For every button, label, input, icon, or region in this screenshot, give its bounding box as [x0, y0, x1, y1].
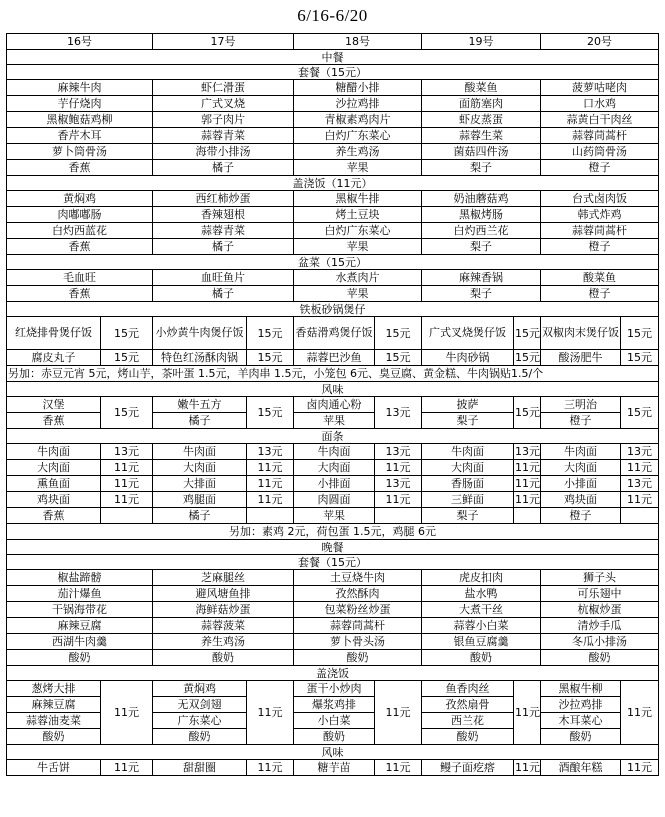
menu-item: 白灼广东菜心: [294, 128, 422, 144]
section-header-row: [7, 429, 659, 444]
menu-item: 麻辣豆腐: [7, 697, 101, 713]
menu-item: 大肉面: [541, 460, 621, 476]
extra-note: 另加：赤豆元宵 5元，烤山芋，茶叶蛋 1.5元，羊肉串 1.5元，小笼包 6元、臭豆腐、黄金糕、牛肉锅贴1.5/个: [7, 366, 659, 382]
menu-item: 沙拉鸡排: [294, 96, 422, 112]
table-row: [7, 128, 659, 144]
menu-item: 黑椒牛排: [294, 191, 422, 207]
menu-item: 肉圆面: [294, 492, 375, 508]
menu-item: 鱼香肉丝: [422, 681, 514, 697]
price: 11元: [515, 761, 540, 774]
price: 11元: [247, 760, 294, 776]
menu-item: 卤肉通心粉: [294, 397, 375, 413]
menu-item: 广式叉烧煲仔饭: [422, 317, 514, 350]
menu-item: 牛肉面: [7, 444, 101, 460]
menu-item: 酸奶: [541, 650, 659, 666]
menu-item: 橙子: [541, 508, 621, 524]
menu-item: 牛肉面: [422, 444, 514, 460]
menu-item: 牛肉砂锅: [422, 350, 514, 366]
menu-item: 青椒素鸡肉片: [294, 112, 422, 128]
price: 15元: [514, 397, 541, 429]
menu-item: 腐皮丸子: [7, 350, 101, 366]
menu-item: 香蕉: [7, 239, 153, 255]
menu-item: 蒜蓉青菜: [153, 223, 294, 239]
day-header: 17号: [153, 34, 294, 50]
table-row: [7, 207, 659, 223]
price: 11元: [101, 760, 153, 776]
fruit: 橘子: [153, 413, 247, 429]
menu-item: 爆浆鸡排: [294, 697, 375, 713]
extra-row: [7, 366, 659, 382]
fruit: 橙子: [541, 413, 621, 429]
menu-item: 葱烤大排: [7, 681, 101, 697]
menu-item: 苹果: [294, 286, 422, 302]
price: [621, 508, 659, 524]
weekly-menu-table: [6, 33, 659, 776]
menu-item: 血旺鱼片: [153, 270, 294, 286]
price: 13元: [375, 397, 422, 429]
menu-item: 茄汁爆鱼: [7, 586, 153, 602]
day-header: 19号: [422, 34, 541, 50]
menu-item: 酒酿年糕: [541, 760, 621, 776]
menu-item: 橙子: [541, 286, 659, 302]
table-row: [7, 570, 659, 586]
price: 11元: [101, 681, 153, 745]
menu-item: 大肉面: [153, 460, 247, 476]
menu-item: 黑椒烤肠: [422, 207, 541, 223]
menu-item: 香蕉: [7, 286, 153, 302]
price: 11元: [621, 681, 659, 745]
menu-item: 鸡块面: [7, 492, 101, 508]
price: 11元: [621, 492, 659, 508]
menu-item: 橙子: [541, 160, 659, 176]
day-header: 16号: [7, 34, 153, 50]
menu-item: 山药筒骨汤: [541, 144, 659, 160]
menu-item: 酸奶: [294, 650, 422, 666]
menu-item: 银鱼豆腐羹: [422, 634, 541, 650]
menu-item: 孜然扇骨: [422, 697, 514, 713]
price: 13元: [247, 444, 294, 460]
menu-item: 干锅海带花: [7, 602, 153, 618]
table-row: [7, 112, 659, 128]
menu-item: 大肉面: [7, 460, 101, 476]
menu-item: 椒盐蹄髈: [7, 570, 153, 586]
menu-item: 盐水鸭: [422, 586, 541, 602]
menu-item: 蛋干小炒肉: [294, 681, 375, 697]
price: 11元: [515, 477, 540, 490]
table-row: [7, 80, 659, 96]
menu-item: 麻辣牛肉: [7, 80, 153, 96]
menu-item: 红烧排骨煲仔饭: [7, 317, 101, 350]
menu-item: 蒜蓉菠菜: [153, 618, 294, 634]
price: 15元: [101, 350, 153, 366]
menu-item: 狮子头: [541, 570, 659, 586]
menu-item: 养生鸡汤: [294, 144, 422, 160]
menu-item: 特色红汤酥肉锅: [153, 350, 247, 366]
menu-item: 牛肉面: [294, 444, 375, 460]
menu-item: 酸奶: [153, 650, 294, 666]
fruit: 苹果: [294, 413, 375, 429]
menu-item: 酸菜鱼: [422, 80, 541, 96]
price: [247, 508, 294, 524]
menu-item: 水煮肉片: [294, 270, 422, 286]
lunch-claypot-header: 铁板砂锅煲仔: [7, 302, 659, 317]
menu-item: 冬瓜小排汤: [541, 634, 659, 650]
price: 11元: [247, 492, 294, 508]
price: 11元: [375, 492, 422, 508]
price: 11元: [247, 460, 294, 476]
menu-item: 肉嘟嘟肠: [7, 207, 153, 223]
menu-item: 鳗子面疙瘩: [422, 760, 514, 776]
menu-item: 酸奶: [541, 729, 621, 745]
price: 11元: [621, 460, 659, 476]
menu-item: 橙子: [541, 239, 659, 255]
table-row: [7, 634, 659, 650]
menu-item: 台式卤肉饭: [541, 191, 659, 207]
menu-item: 大排面: [153, 476, 247, 492]
menu-item: 清炒手瓜: [541, 618, 659, 634]
menu-item: 鸡块面: [541, 492, 621, 508]
menu-item: 梨子: [422, 508, 514, 524]
menu-item: 梨子: [422, 160, 541, 176]
lunch-flavor-header: 风味: [7, 382, 659, 397]
menu-item: 黑椒鲍菇鸡柳: [7, 112, 153, 128]
menu-item: 蒜蓉茼蒿杆: [294, 618, 422, 634]
extra-row: [7, 524, 659, 540]
menu-item: 韩式炸鸡: [541, 207, 659, 223]
menu-item: 熏鱼面: [7, 476, 101, 492]
table-row: [7, 317, 659, 350]
table-row: [7, 239, 659, 255]
price: 13元: [621, 476, 659, 492]
table-row: [7, 350, 659, 366]
menu-item: 小白菜: [294, 713, 375, 729]
price: 15元: [621, 317, 659, 350]
menu-item: 土豆烧牛肉: [294, 570, 422, 586]
table-row: [7, 650, 659, 666]
menu-item: 酸汤肥牛: [541, 350, 621, 366]
menu-item: 双椒肉末煲仔饭: [541, 317, 621, 350]
price: 15元: [247, 317, 294, 350]
section-header-row: [7, 555, 659, 570]
menu-item: 苹果: [294, 160, 422, 176]
menu-item: 糖醋小排: [294, 80, 422, 96]
menu-item: 大肉面: [294, 460, 375, 476]
section-header-row: [7, 540, 659, 555]
menu-item: 小炒黄牛肉煲仔饭: [153, 317, 247, 350]
menu-item: 西兰花: [422, 713, 514, 729]
menu-item: 酸奶: [153, 729, 247, 745]
menu-item: 梨子: [422, 286, 541, 302]
menu-item: 蒜蓉油麦菜: [7, 713, 101, 729]
table-row: [7, 492, 659, 508]
menu-item: 酸奶: [422, 729, 514, 745]
price: 11元: [515, 493, 540, 506]
extra-note: 另加：素鸡 2元，荷包蛋 1.5元，鸡腿 6元: [7, 524, 659, 540]
table-row: [7, 508, 659, 524]
price: 15元: [101, 317, 153, 350]
menu-item: 橘子: [153, 239, 294, 255]
menu-item: 杭椒炒蛋: [541, 602, 659, 618]
menu-item: 大肉面: [422, 460, 514, 476]
menu-item: 梨子: [422, 239, 541, 255]
menu-item: 黄焖鸡: [153, 681, 247, 697]
lunch-rice-bowl-header: 盖浇饭（11元）: [7, 176, 659, 191]
menu-item: 海鲜菇炒蛋: [153, 602, 294, 618]
price: 13元: [101, 444, 153, 460]
menu-item: 牛肉面: [541, 444, 621, 460]
table-row: [7, 476, 659, 492]
menu-item: 菠萝咕咾肉: [541, 80, 659, 96]
day-header-row: [7, 34, 659, 50]
price: 11元: [101, 492, 153, 508]
price: 11元: [515, 461, 540, 474]
menu-item: 无双剑翅: [153, 697, 247, 713]
table-row: [7, 160, 659, 176]
menu-item: 香菇滑鸡煲仔饭: [294, 317, 375, 350]
menu-item: 橘子: [153, 160, 294, 176]
menu-item: 蒜黄白干肉丝: [541, 112, 659, 128]
price: 13元: [375, 444, 422, 460]
menu-item: 奶油蘑菇鸡: [422, 191, 541, 207]
menu-item: 萝卜骨头汤: [294, 634, 422, 650]
section-header-row: [7, 302, 659, 317]
menu-item: 苹果: [294, 508, 375, 524]
menu-item: 芝麻腿丝: [153, 570, 294, 586]
menu-item: 烤土豆块: [294, 207, 422, 223]
table-row: [7, 397, 659, 413]
price: 11元: [514, 681, 541, 745]
menu-item: 小排面: [294, 476, 375, 492]
menu-item: 香芹木耳: [7, 128, 153, 144]
price: 15元: [247, 350, 294, 366]
menu-item: 广东菜心: [153, 713, 247, 729]
menu-item: 三明治: [541, 397, 621, 413]
price: 11元: [101, 476, 153, 492]
section-header-row: [7, 50, 659, 65]
menu-item: 牛肉面: [153, 444, 247, 460]
menu-item: 橘子: [153, 508, 247, 524]
section-header-row: [7, 65, 659, 80]
meal-header-dinner: 晚餐: [7, 540, 659, 555]
meal-header-lunch: 中餐: [7, 50, 659, 65]
menu-item: 酸奶: [7, 650, 153, 666]
price: 15元: [375, 317, 422, 350]
menu-item: 鸡腿面: [153, 492, 247, 508]
table-row: [7, 618, 659, 634]
menu-item: 蒜蓉生菜: [422, 128, 541, 144]
menu-item: 蒜蓉小白菜: [422, 618, 541, 634]
price: 15元: [375, 350, 422, 366]
menu-item: 毛血旺: [7, 270, 153, 286]
menu-item: 西湖牛肉羹: [7, 634, 153, 650]
menu-item: 甜甜圈: [153, 760, 247, 776]
menu-item: 西红柿炒蛋: [153, 191, 294, 207]
lunch-set-meal-header: 套餐（15元）: [7, 65, 659, 80]
price: 11元: [247, 476, 294, 492]
price: 11元: [101, 460, 153, 476]
menu-item: 虎皮扣肉: [422, 570, 541, 586]
menu-item: 香肠面: [422, 476, 514, 492]
lunch-basin-header: 盆菜（15元）: [7, 255, 659, 270]
price: 13元: [515, 445, 540, 458]
menu-item: 广式叉烧: [153, 96, 294, 112]
menu-item: 苹果: [294, 239, 422, 255]
dinner-flavor-header: 风味: [7, 745, 659, 760]
table-row: [7, 144, 659, 160]
table-row: [7, 444, 659, 460]
menu-item: 蒜蓉茼蒿杆: [541, 223, 659, 239]
menu-item: 酸奶: [422, 650, 541, 666]
price: [514, 508, 541, 524]
menu-item: 口水鸡: [541, 96, 659, 112]
menu-item: 香辣翅根: [153, 207, 294, 223]
table-row: [7, 681, 659, 697]
menu-item: 沙拉鸡排: [541, 697, 621, 713]
fruit: 香蕉: [7, 413, 101, 429]
menu-item: 白灼西兰花: [422, 223, 541, 239]
price: 11元: [375, 460, 422, 476]
menu-item: 酸菜鱼: [541, 270, 659, 286]
table-row: [7, 96, 659, 112]
section-header-row: [7, 382, 659, 397]
dinner-rice-bowl-header: 盖浇饭: [7, 666, 659, 681]
menu-item: 蒜蓉巴沙鱼: [294, 350, 375, 366]
table-row: [7, 460, 659, 476]
section-header-row: [7, 255, 659, 270]
menu-item: 酸奶: [294, 729, 375, 745]
menu-item: 白灼广东菜心: [294, 223, 422, 239]
price: 11元: [375, 681, 422, 745]
menu-item: 麻辣豆腐: [7, 618, 153, 634]
table-row: [7, 270, 659, 286]
price: 15元: [101, 397, 153, 429]
price: [375, 508, 422, 524]
menu-item: 白灼西蓝花: [7, 223, 153, 239]
menu-item: 糖芋苗: [294, 760, 375, 776]
menu-item: 郭子肉片: [153, 112, 294, 128]
table-row: [7, 191, 659, 207]
menu-item: 小排面: [541, 476, 621, 492]
menu-item: 黄焖鸡: [7, 191, 153, 207]
menu-item: 虾皮蒸蛋: [422, 112, 541, 128]
menu-item: 菌菇四件汤: [422, 144, 541, 160]
day-header: 18号: [294, 34, 422, 50]
menu-item: 披萨: [422, 397, 514, 413]
menu-item: 香蕉: [7, 160, 153, 176]
menu-item: 避风塘鱼排: [153, 586, 294, 602]
price: 15元: [247, 397, 294, 429]
price: 11元: [375, 760, 422, 776]
price: 15元: [515, 351, 540, 364]
menu-item: 汉堡: [7, 397, 101, 413]
menu-item: 包菜粉丝炒蛋: [294, 602, 422, 618]
menu-item: 木耳菜心: [541, 713, 621, 729]
menu-item: 萝卜筒骨汤: [7, 144, 153, 160]
menu-item: 蒜蓉茼蒿杆: [541, 128, 659, 144]
table-row: [7, 586, 659, 602]
price: 13元: [375, 476, 422, 492]
price: 11元: [247, 681, 294, 745]
table-row: [7, 602, 659, 618]
lunch-noodles-header: 面条: [7, 429, 659, 444]
menu-item: 香蕉: [7, 508, 101, 524]
menu-item: 三鲜面: [422, 492, 514, 508]
menu-item: 蒜蓉青菜: [153, 128, 294, 144]
menu-item: 嫩牛五方: [153, 397, 247, 413]
menu-item: 孜然酥肉: [294, 586, 422, 602]
menu-item: 面筋塞肉: [422, 96, 541, 112]
price: 11元: [621, 760, 659, 776]
section-header-row: [7, 176, 659, 191]
price: 15元: [514, 317, 541, 350]
price: 15元: [621, 397, 659, 429]
section-header-row: [7, 666, 659, 681]
menu-item: 芋仔烧肉: [7, 96, 153, 112]
price: 15元: [621, 350, 659, 366]
menu-item: 牛舌饼: [7, 760, 101, 776]
table-row: [7, 286, 659, 302]
menu-item: 酸奶: [7, 729, 101, 745]
price: 13元: [621, 444, 659, 460]
day-header: 20号: [541, 34, 659, 50]
menu-item: 可乐翅中: [541, 586, 659, 602]
menu-item: 虾仁滑蛋: [153, 80, 294, 96]
price: [101, 508, 153, 524]
menu-title: 6/16-6/20: [297, 6, 368, 25]
table-row: [7, 760, 659, 776]
menu-item: 海带小排汤: [153, 144, 294, 160]
section-header-row: [7, 745, 659, 760]
dinner-set-meal-header: 套餐（15元）: [7, 555, 659, 570]
fruit: 梨子: [422, 413, 514, 429]
menu-item: 养生鸡汤: [153, 634, 294, 650]
table-row: [7, 223, 659, 239]
menu-item: 橘子: [153, 286, 294, 302]
menu-item: 大煮干丝: [422, 602, 541, 618]
menu-item: 黑椒牛柳: [541, 681, 621, 697]
menu-item: 麻辣香锅: [422, 270, 541, 286]
